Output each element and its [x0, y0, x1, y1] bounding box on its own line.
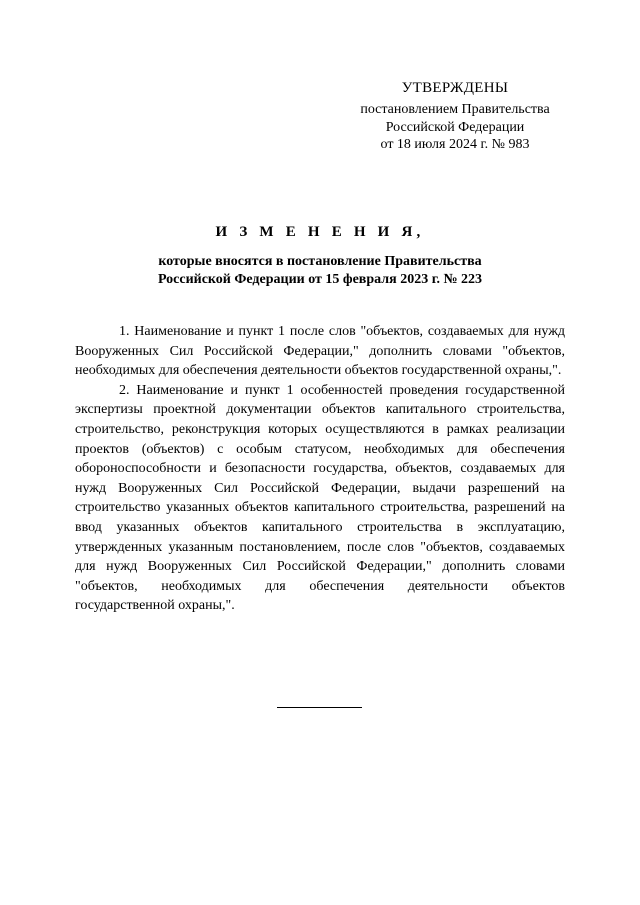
- end-separator-line: [277, 707, 362, 708]
- approval-stamp: УТВЕРЖДЕНЫ: [401, 80, 509, 96]
- document-title: [0, 222, 640, 289]
- approval-block: [335, 78, 575, 154]
- title-heading: И З М Е Н Е Н И Я,: [215, 224, 425, 240]
- title-subtitle-line2: Российской Федерации от 15 февраля 2023 г. № 223: [157, 272, 483, 287]
- title-subtitle-line1: которые вносятся в постановление Правительства: [158, 254, 482, 269]
- document-body: [75, 322, 565, 616]
- approval-line-country: Российской Федерации: [385, 119, 525, 135]
- approval-line-date: от 18 июля 2024 г. № 983: [380, 137, 530, 152]
- paragraph-2: 2. Наименование и пункт 1 особенностей проведения государственной экспертизы проектной документации объектов капитального строительства, строительство, реконструкция которых осуществляются в рамках реализации проектов (объектов) с особым статусом, необходимых для обеспечения обороноспособности и безопасности государства, объектов, создаваемых для нужд Вооруженных Сил Российской Федерации, выдачи разрешений на строительство указанных объектов капитального строительства, разрешений на ввод указанных объектов капитального строительства в эксплуатацию, утвержденных указанным постановлением, после слов "объектов, создаваемых для нужд Вооруженных Сил Российской Федерации," дополнить словами "объектов, необходимых для обеспечения деятельности объектов государственной охраны,".: [75, 382, 565, 614]
- paragraph-1: 1. Наименование и пункт 1 после слов "объектов, создаваемых для нужд Вооруженных Сил Российской Федерации," дополнить словами "объектов, необходимых для обеспечения деятельности объектов государственной охраны,".: [75, 324, 565, 379]
- approval-line-issuer: постановлением Правительства: [360, 102, 550, 117]
